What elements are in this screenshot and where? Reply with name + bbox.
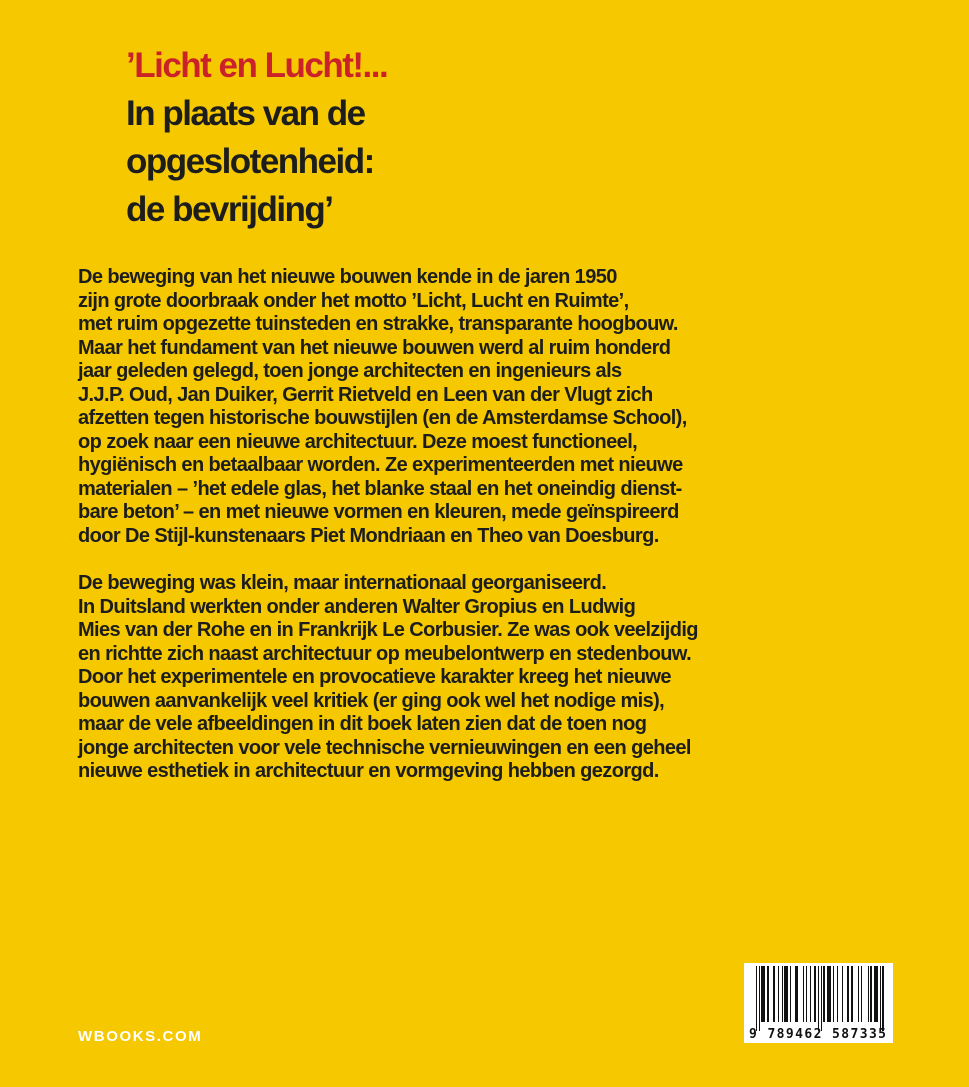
blurb-line: met ruim opgezette tuinsteden en strakke, transparante hoogbouw. <box>78 313 678 335</box>
isbn-barcode <box>744 963 893 1043</box>
blurb-line: jaar geleden gelegd, toen jonge architecten en ingenieurs als <box>78 360 622 382</box>
publisher-website: WBOOKS.COM <box>78 1028 203 1045</box>
blurb-line: J.J.P. Oud, Jan Duiker, Gerrit Rietveld en Leen van der Vlugt zich <box>78 383 653 406</box>
blurb-line: en richtte zich naast architectuur op meubelontwerp en stedenbouw. <box>78 642 692 665</box>
blurb-line: De beweging was klein, maar internationaal georganiseerd. <box>78 572 607 594</box>
title-line-2: In plaats van de <box>126 94 365 133</box>
isbn-number: 9 789462 587335 <box>749 1027 888 1042</box>
title-line-3: opgeslotenheid: <box>126 142 374 181</box>
blurb-paragraph-1 <box>78 266 698 548</box>
barcode-bar <box>882 966 883 1031</box>
blurb-line: op zoek naar een nieuwe architectuur. Deze moest functioneel, <box>78 430 638 453</box>
blurb-text <box>78 266 698 808</box>
blurb-line: hygiënisch en betaalbaar worden. Ze experimenteerden met nieuwe <box>78 454 683 476</box>
blurb-line: maar de vele afbeeldingen in dit boek laten zien dat de toen nog <box>78 713 647 735</box>
blurb-line: Door het experimentele en provocatieve karakter kreeg het nieuwe <box>78 666 671 688</box>
blurb-line: De beweging van het nieuwe bouwen kende in de jaren 1950 <box>78 266 617 288</box>
blurb-line: bouwen aanvankelijk veel kritiek (er ging ook wel het nodige mis), <box>78 689 665 712</box>
blurb-line: Mies van der Rohe en in Frankrijk Le Corbusier. Ze was ook veelzijdig <box>78 619 698 641</box>
blurb-line: In Duitsland werkten onder anderen Walter Gropius en Ludwig <box>78 595 636 618</box>
blurb-line: materialen – ’het edele glas, het blanke staal en het oneindig dienst- <box>78 477 682 500</box>
blurb-line: zijn grote doorbraak onder het motto ’Licht, Lucht en Ruimte’, <box>78 289 629 312</box>
barcode-bars <box>756 966 884 1031</box>
blurb-line: jonge architecten voor vele technische vernieuwingen en een geheel <box>78 736 691 759</box>
blurb-paragraph-2 <box>78 572 698 784</box>
blurb-line: afzetten tegen historische bouwstijlen (en de Amsterdamse School), <box>78 407 687 429</box>
blurb-line: door De Stijl-kunstenaars Piet Mondriaan en Theo van Doesburg. <box>78 524 659 547</box>
title-line-red: ’Licht en Lucht!... <box>126 46 388 85</box>
blurb-line: Maar het fundament van het nieuwe bouwen werd al ruim honderd <box>78 336 671 359</box>
title-line-4: de bevrijding’ <box>126 190 333 229</box>
blurb-line: bare beton’ – en met nieuwe vormen en kleuren, mede geïnspireerd <box>78 501 679 523</box>
title-block <box>126 42 387 234</box>
blurb-line: nieuwe esthetiek in architectuur en vormgeving hebben gezorgd. <box>78 760 659 782</box>
